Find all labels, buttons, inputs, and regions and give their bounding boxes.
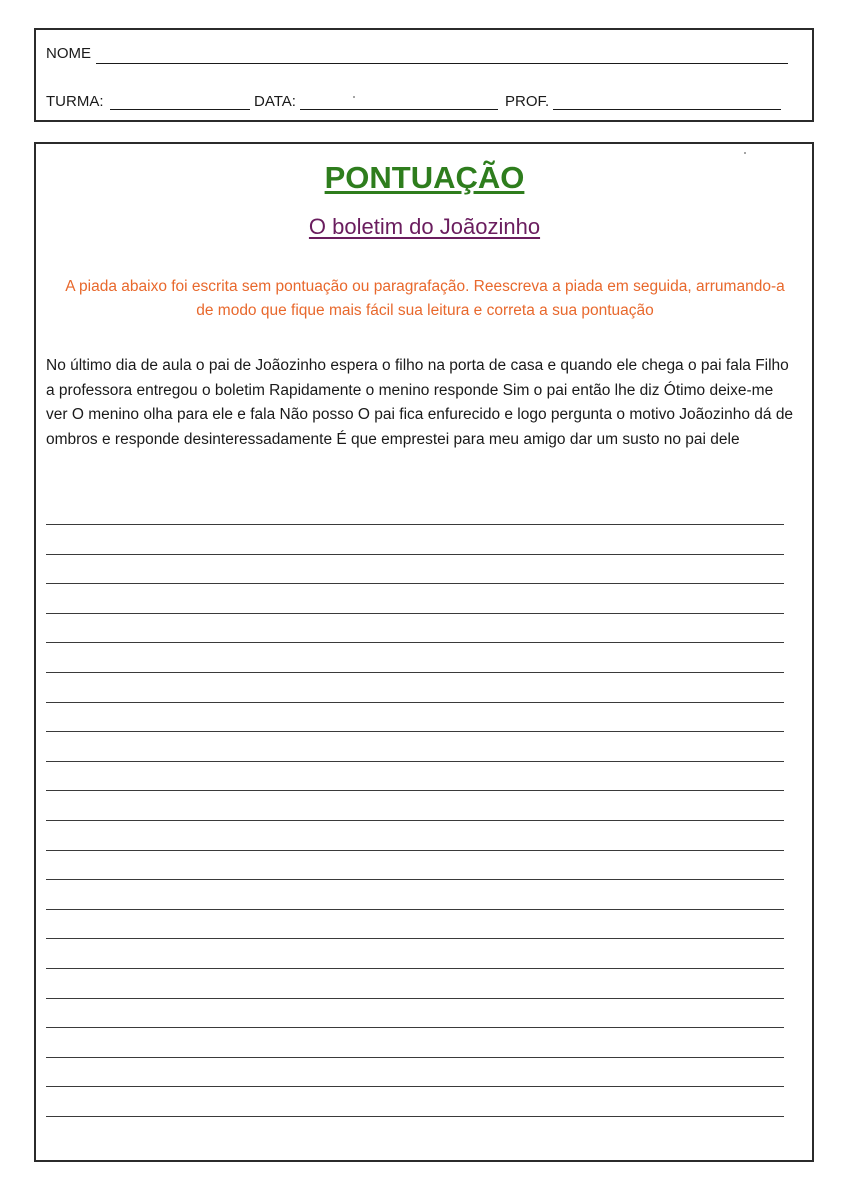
answer-line[interactable] <box>46 702 784 703</box>
answer-line[interactable] <box>46 1027 784 1028</box>
answer-line[interactable] <box>46 850 784 851</box>
answer-line[interactable] <box>46 938 784 939</box>
class-field[interactable] <box>110 109 250 110</box>
date-field[interactable] <box>300 109 498 110</box>
answer-line[interactable] <box>46 642 784 643</box>
answer-line[interactable] <box>46 524 784 525</box>
class-label: TURMA: <box>46 93 104 110</box>
answer-line[interactable] <box>46 820 784 821</box>
answer-line[interactable] <box>46 613 784 614</box>
answer-line[interactable] <box>46 1116 784 1117</box>
answer-line[interactable] <box>46 672 784 673</box>
answer-line[interactable] <box>46 731 784 732</box>
name-field[interactable] <box>96 63 788 64</box>
teacher-label: PROF. <box>505 93 550 110</box>
answer-line[interactable] <box>46 909 784 910</box>
answer-line[interactable] <box>46 1057 784 1058</box>
story-text: No último dia de aula o pai de Joãozinho espera o filho na porta de casa e quando ele chega o pai fala Filho a professora entregou o boletim Rapidamente o menino responde Sim o pai então lhe diz Ótimo deixe-me ver O menino olha para ele e fala Não posso O pai fica enfurecido e logo pergunta o motivo Joãozinho dá de ombros e responde desinteressadamente É que emprestei para meu amigo dar um susto no pai dele <box>46 357 794 448</box>
answer-line[interactable] <box>46 554 784 555</box>
answer-line[interactable] <box>46 583 784 584</box>
answer-line[interactable] <box>46 998 784 999</box>
student-info-box <box>34 28 814 122</box>
date-label: DATA: <box>254 93 296 110</box>
page-title: PONTUAÇÃO <box>324 160 525 195</box>
name-label: NOME <box>46 45 91 62</box>
answer-line[interactable] <box>46 879 784 880</box>
paper-speck <box>353 96 355 98</box>
answer-line[interactable] <box>46 968 784 969</box>
answer-line[interactable] <box>46 1086 784 1087</box>
page-subtitle: O boletim do Joãozinho <box>308 214 541 239</box>
instructions-text: A piada abaixo foi escrita sem pontuação ou paragrafação. Reescreva a piada em seguida, arrumando-a de modo que fique mais fácil sua leitura e correta a sua pontuação <box>65 278 785 319</box>
answer-line[interactable] <box>46 761 784 762</box>
paper-speck <box>744 152 746 154</box>
teacher-field[interactable] <box>553 109 781 110</box>
answer-line[interactable] <box>46 790 784 791</box>
